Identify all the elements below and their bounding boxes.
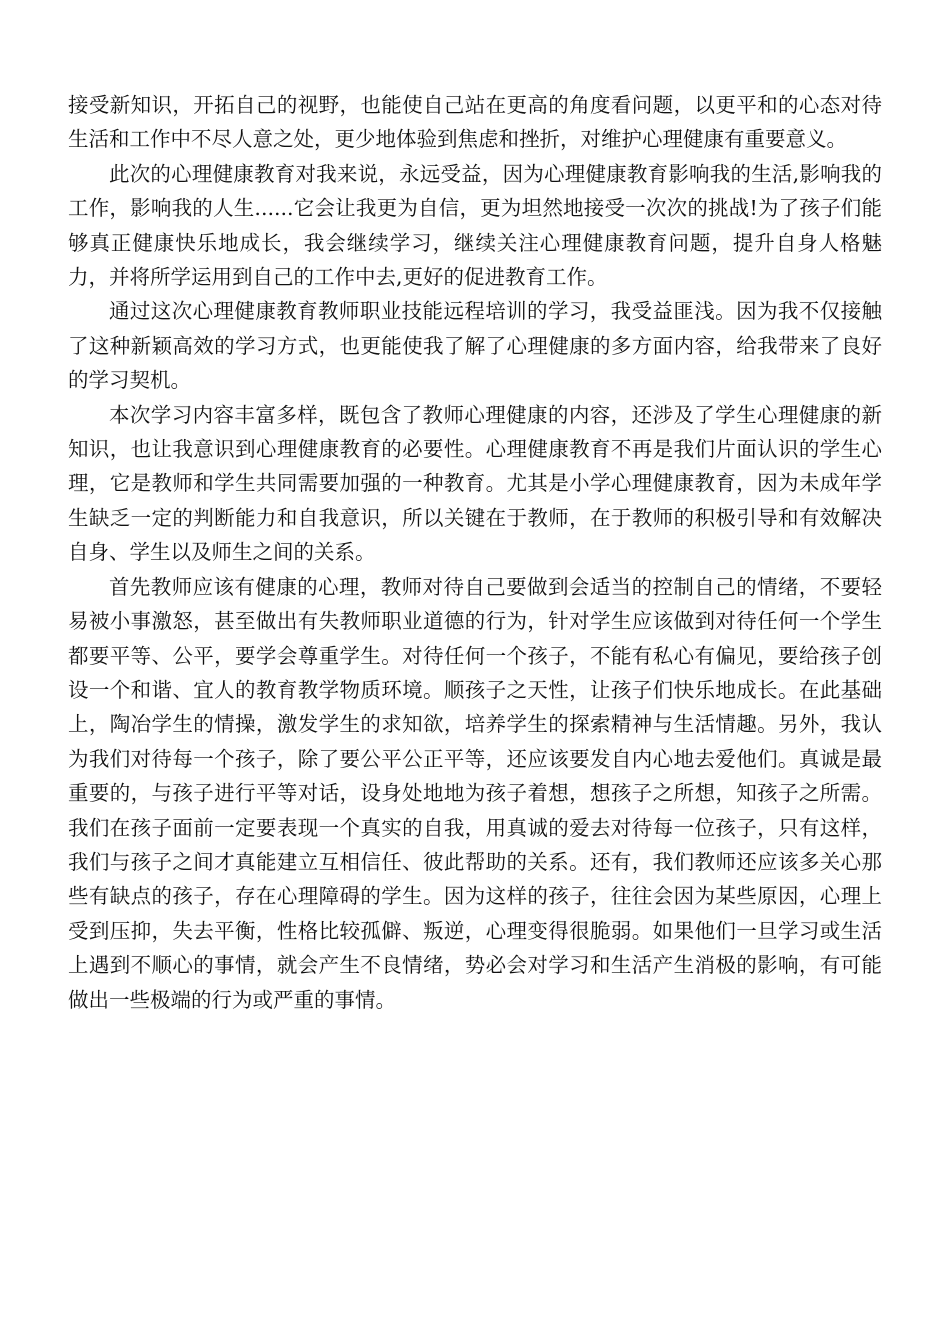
paragraph-1: 接受新知识，开拓自己的视野，也能使自己站在更高的角度看问题，以更平和的心态对待生活和工作中不尽人意之处，更少地体验到焦虑和挫折，对维护心理健康有重要意义。: [68, 93, 882, 152]
paragraph-2: 此次的心理健康教育对我来说，永远受益，因为心理健康教育影响我的生活,影响我的工作，影响我的人生......它会让我更为自信，更为坦然地接受一次次的挑战!为了孩子们能够真正健康快乐地成长，我会继续学习，继续关注心理健康教育问题，提升自身人格魅力，并将所学运用到自己的工作中去,更好的促进教育工作。: [68, 161, 882, 290]
paragraph-3: 通过这次心理健康教育教师职业技能远程培训的学习，我受益匪浅。因为我不仅接触了这种新颖高效的学习方式，也更能使我了解了心理健康的多方面内容，给我带来了良好的学习契机。: [68, 299, 882, 393]
paragraph-5: 首先教师应该有健康的心理，教师对待自己要做到会适当的控制自己的情绪，不要轻易被小事激怒，甚至做出有失教师职业道德的行为，针对学生应该做到对待任何一个学生都要平等、公平，要学会尊重学生。对待任何一个孩子，不能有私心有偏见，要给孩子创设一个和谐、宜人的教育教学物质环境。顺孩子之天性，让孩子们快乐地成长。在此基础上，陶冶学生的情操，激发学生的求知欲，培养学生的探索精神与生活情趣。另外，我认为我们对待每一个孩子，除了要公平公正平等，还应该要发自内心地去爱他们。真诚是最重要的，与孩子进行平等对话，设身处地地为孩子着想，想孩子之所想，知孩子之所需。我们在孩子面前一定要表现一个真实的自我，用真诚的爱去对待每一位孩子，只有这样，我们与孩子之间才真能建立互相信任、彼此帮助的关系。还有，我们教师还应该多关心那些有缺点的孩子，存在心理障碍的学生。因为这样的孩子，往往会因为某些原因，心理上受到压抑，失去平衡，性格比较孤僻、叛逆，心理变得很脆弱。如果他们一旦学习或生活上遇到不顺心的事情，就会产生不良情绪，势必会对学习和生活产生消极的影响，有可能做出一些极端的行为或严重的事情。: [68, 574, 882, 1012]
paragraph-4: 本次学习内容丰富多样，既包含了教师心理健康的内容，还涉及了学生心理健康的新知识，也让我意识到心理健康教育的必要性。心理健康教育不再是我们片面认识的学生心理，它是教师和学生共同需要加强的一种教育。尤其是小学心理健康教育，因为未成年学生缺乏一定的判断能力和自我意识，所以关键在于教师，在于教师的积极引导和有效解决自身、学生以及师生之间的关系。: [68, 402, 882, 565]
document-body: [68, 88, 882, 1017]
